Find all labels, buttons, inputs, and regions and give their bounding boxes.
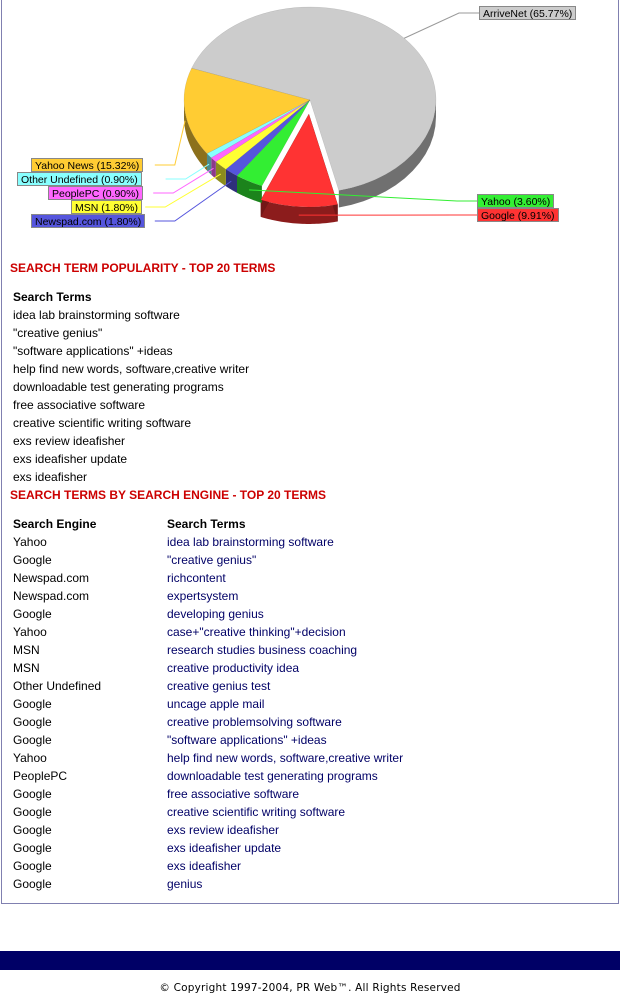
engine-cell: Yahoo [13, 535, 47, 549]
popularity-heading: SEARCH TERM POPULARITY - TOP 20 TERMS [10, 261, 276, 275]
table-row [13, 551, 593, 569]
engine-cell: Other Undefined [13, 679, 102, 693]
engine-cell: Google [13, 607, 52, 621]
term-cell: uncage apple mail [167, 697, 265, 711]
engine-cell: Google [13, 823, 52, 837]
engine-cell: Google [13, 787, 52, 801]
terms-column-header: Search Terms [167, 517, 246, 531]
term-cell: free associative software [167, 787, 300, 801]
term-cell: expertsystem [167, 589, 239, 603]
list-item: exs review ideafisher [13, 434, 126, 448]
popularity-column-header: Search Terms [13, 290, 92, 304]
engine-cell: Google [13, 553, 52, 567]
pie-legend-label: ArriveNet (65.77%) [479, 6, 576, 20]
table-row [13, 695, 593, 713]
pie-legend-label: Yahoo (3.60%) [477, 194, 554, 208]
table-row [13, 749, 593, 767]
term-cell: creative problemsolving software [167, 715, 342, 729]
list-item: idea lab brainstorming software [13, 308, 180, 322]
table-row [13, 803, 593, 821]
table-row [13, 641, 593, 659]
table-row [13, 767, 593, 785]
engine-cell: Google [13, 715, 52, 729]
table-row [13, 587, 593, 605]
list-item: "creative genius" [13, 326, 103, 340]
list-item: downloadable test generating programs [13, 380, 224, 394]
pie-leader-line [155, 121, 185, 165]
table-row [13, 677, 593, 695]
list-item: exs ideafisher [13, 470, 88, 484]
engine-cell: MSN [13, 643, 40, 657]
pie-legend-label: Yahoo News (15.32%) [31, 158, 143, 172]
term-cell: exs review ideafisher [167, 823, 280, 837]
popularity-list [13, 288, 593, 486]
table-row [13, 713, 593, 731]
term-cell: exs ideafisher update [167, 841, 282, 855]
table-row [13, 659, 593, 677]
term-cell: exs ideafisher [167, 859, 242, 873]
engine-cell: Google [13, 877, 52, 891]
list-item: exs ideafisher update [13, 452, 128, 466]
engine-cell: Yahoo [13, 751, 47, 765]
term-cell: downloadable test generating programs [167, 769, 378, 783]
engine-cell: Google [13, 805, 52, 819]
by-engine-heading: SEARCH TERMS BY SEARCH ENGINE - TOP 20 TERMS [10, 488, 327, 502]
term-cell: "creative genius" [167, 553, 257, 567]
copyright-text: © Copyright 1997-2004, PR Web™. All Rights Reserved [159, 982, 461, 994]
list-item: free associative software [13, 398, 146, 412]
pie-legend-label: MSN (1.80%) [71, 200, 142, 214]
table-row [13, 857, 593, 875]
term-cell: richcontent [167, 571, 226, 585]
pie-leader-line [153, 168, 213, 193]
list-item: "software applications" +ideas [13, 344, 173, 358]
term-cell: creative genius test [167, 679, 271, 693]
table-row [13, 569, 593, 587]
table-row [13, 875, 593, 893]
table-row [13, 821, 593, 839]
engine-cell: Google [13, 841, 52, 855]
term-cell: help find new words, software,creative writer [167, 751, 404, 765]
table-row [13, 605, 593, 623]
table-row [13, 839, 593, 857]
engine-cell: Google [13, 859, 52, 873]
by-engine-table [13, 515, 593, 893]
pie-leader-line [166, 164, 209, 179]
term-cell: genius [167, 877, 203, 891]
list-item: help find new words, software,creative writer [13, 362, 250, 376]
search-engine-pie-chart [0, 0, 620, 250]
engine-cell: Yahoo [13, 625, 47, 639]
term-cell: creative productivity idea [167, 661, 300, 675]
term-cell: creative scientific writing software [167, 805, 346, 819]
table-row [13, 731, 593, 749]
footer-bar [0, 951, 620, 970]
term-cell: developing genius [167, 607, 264, 621]
engine-cell: Google [13, 697, 52, 711]
list-item: creative scientific writing software [13, 416, 192, 430]
engine-cell: MSN [13, 661, 40, 675]
pie-legend-label: Google (9.91%) [477, 208, 559, 222]
pie-leader-line [404, 13, 479, 38]
engine-column-header: Search Engine [13, 517, 97, 531]
pie-legend-label: PeoplePC (0.90%) [48, 186, 143, 200]
table-row [13, 533, 593, 551]
term-cell: case+"creative thinking"+decision [167, 625, 346, 639]
pie-legend-label: Other Undefined (0.90%) [17, 172, 142, 186]
engine-cell: PeoplePC [13, 769, 68, 783]
term-cell: research studies business coaching [167, 643, 358, 657]
term-cell: idea lab brainstorming software [167, 535, 334, 549]
term-cell: "software applications" +ideas [167, 733, 327, 747]
engine-cell: Newspad.com [13, 589, 90, 603]
pie-legend-label: Newspad.com (1.80%) [31, 214, 145, 228]
pie-leader-line [155, 181, 232, 221]
engine-cell: Newspad.com [13, 571, 90, 585]
by-engine-header-row [13, 515, 593, 533]
table-row [13, 623, 593, 641]
table-row [13, 785, 593, 803]
engine-cell: Google [13, 733, 52, 747]
